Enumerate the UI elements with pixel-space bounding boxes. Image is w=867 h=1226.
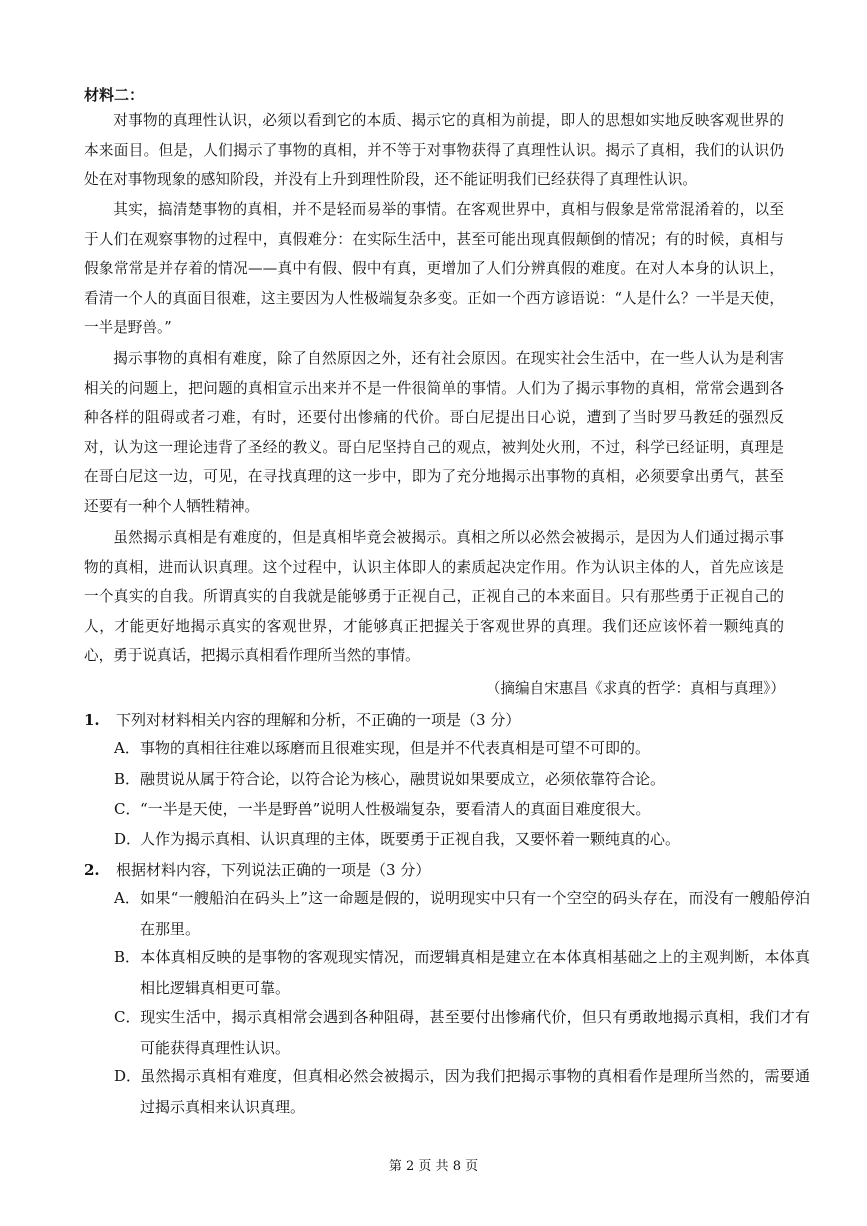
option-text: 事物的真相往往难以琢磨而且很难实现，但是并不代表真相是可望不可即的。 (140, 739, 651, 757)
question-2-stem (84, 858, 784, 882)
paragraph-4: 虽然揭示真相是有难度的，但是真相毕竟会被揭示。真相之所以必然会被揭示，是因为人们通过揭示事物的真相，进而认识真理。这个过程中，认识主体即人的素质起决定作用。作为认识主体的人，首先应该是一个真实的自我。所谓真实的自我就是能够勇于正视自己，正视自己的本来面目。只有那些勇于正视自己的人，才能更好地揭示真实的客观世界，才能够真正把握关于客观世界的真理。我们还应该怀着一颗纯真的心，勇于说真话，把揭示真相看作理所当然的事情。 (84, 529, 784, 665)
option-letter: C． (114, 1008, 141, 1026)
question-2-number: 2. (84, 861, 100, 879)
option-letter: C． (114, 800, 141, 818)
question-1-number: 1. (84, 711, 100, 729)
option-text: 虽然揭示真相有难度，但真相必然会被揭示，因为我们把揭示事物的真相看作是理所当然的，需要通过揭示真相来认识真理。 (140, 1067, 810, 1116)
question-1-option-b (114, 764, 810, 795)
paragraph-2: 其实，搞清楚事物的真相，并不是轻而易举的事情。在客观世界中，真相与假象是常常混淆着的，以至于人们在观察事物的过程中，真假难分：在实际生活中，甚至可能出现真假颠倒的情况；有的时候，真相与假象常常是并存着的情况——真中有假、假中有真，更增加了人们分辨真假的难度。在对人本身的认识上，看清一个人的真面目很难，这主要因为人性极端复杂多变。正如一个西方谚语说：“人是什么？一半是天使，一半是野兽。” (84, 201, 784, 337)
material-heading: 材料二： (84, 86, 145, 104)
option-text: “一半是天使，一半是野兽”说明人性极端复杂，要看清人的真面目难度很大。 (140, 800, 651, 818)
question-2-option-b (114, 942, 810, 1003)
option-letter: D． (114, 830, 142, 848)
question-1-option-d (114, 824, 810, 855)
source-citation: （摘编自宋惠昌《求真的哲学：真相与真理》） (485, 680, 785, 697)
question-1-option-c (114, 794, 810, 825)
option-text: 如果“一艘船泊在码头上”这一命题是假的，说明现实中只有一个空空的码头存在，而没有一艘船停泊在那里。 (140, 889, 810, 938)
option-text: 本体真相反映的是事物的客观现实情况，而逻辑真相是建立在本体真相基础之上的主观判断，本体真相比逻辑真相更可靠。 (140, 948, 810, 997)
question-1-option-a (114, 733, 810, 764)
question-2-text: 根据材料内容，下列说法正确的一项是（3 分） (116, 861, 431, 879)
option-letter: B． (114, 770, 141, 788)
option-letter: A． (114, 739, 140, 757)
option-text: 人作为揭示真相、认识真理的主体，既要勇于正视自我，又要怀着一颗纯真的心。 (140, 830, 681, 848)
option-letter: B． (114, 948, 141, 966)
question-1-text: 下列对材料相关内容的理解和分析，不正确的一项是（3 分） (116, 711, 521, 729)
option-letter: D． (114, 1067, 142, 1085)
option-text: 融贯说从属于符合论，以符合论为核心，融贯说如果要成立，必须依靠符合论。 (140, 770, 666, 788)
question-1-stem (84, 708, 784, 732)
option-text: 现实生活中，揭示真相常会遇到各种阻碍，甚至要付出惨痛代价，但只有勇敢地揭示真相，我们才有可能获得真理性认识。 (140, 1008, 810, 1057)
question-2-option-c (114, 1002, 810, 1063)
question-2-option-a (114, 883, 810, 944)
paragraph-1: 对事物的真理性认识，必须以看到它的本质、揭示它的真相为前提，即人的思想如实地反映客观世界的本来面目。但是，人们揭示了事物的真相，并不等于对事物获得了真理性认识。揭示了真相，我们的认识仍处在对事物现象的感知阶段，并没有上升到理性阶段，还不能证明我们已经获得了真理性认识。 (84, 112, 784, 189)
option-letter: A． (114, 889, 140, 907)
question-2-option-d (114, 1061, 810, 1122)
paragraph-3: 揭示事物的真相有难度，除了自然原因之外，还有社会原因。在现实社会生活中，在一些人认为是利害相关的问题上，把问题的真相宣示出来并不是一件很简单的事情。人们为了揭示事物的真相，常常会遇到各种各样的阻碍或者刁难，有时，还要付出惨痛的代价。哥白尼提出日心说，遭到了当时罗马教廷的强烈反对，认为这一理论违背了圣经的教义。哥白尼坚持自己的观点，被判处火刑，不过，科学已经证明，真理是在哥白尼这一边，可见，在寻找真理的这一步中，即为了充分地揭示出事物的真相，必须要拿出勇气，甚至还要有一种个人牺牲精神。 (84, 350, 784, 515)
page-footer: 第 2 页 共 8 页 (388, 1159, 479, 1174)
